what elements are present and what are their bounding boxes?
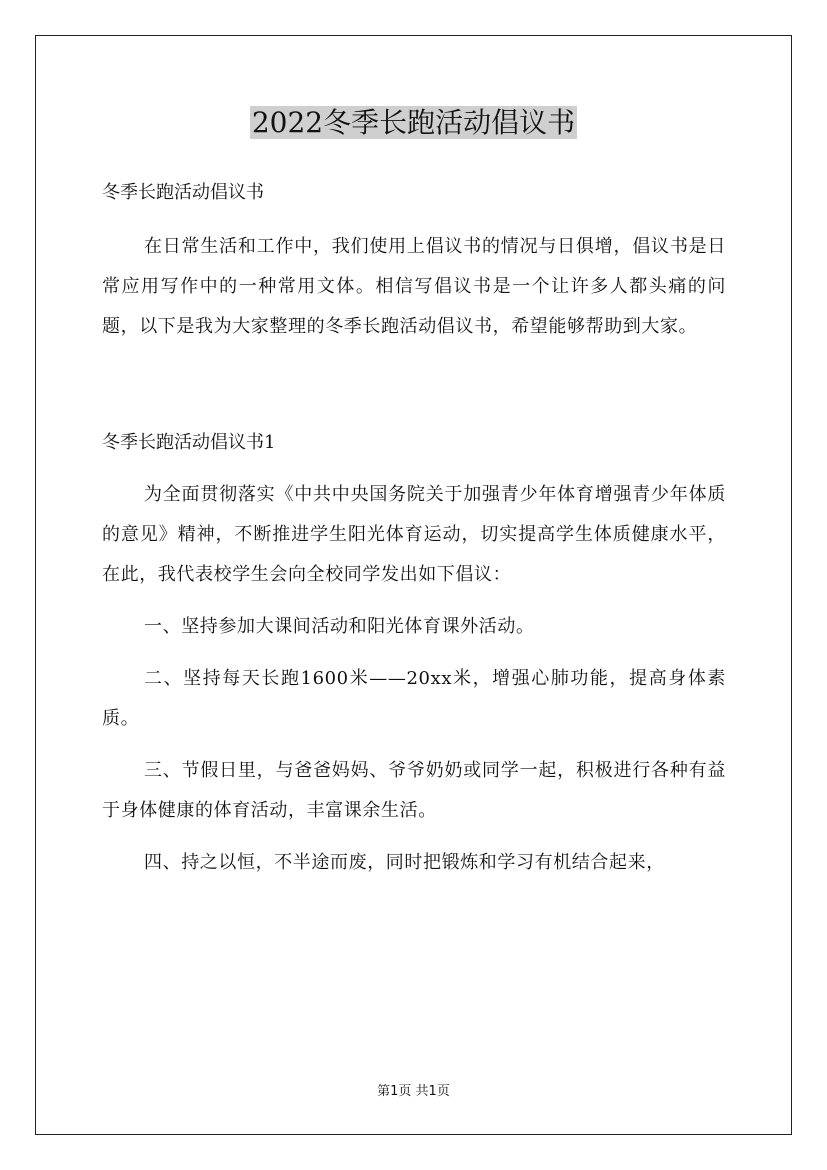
document-title-text: 2022冬季长跑活动倡议书 [251, 106, 576, 139]
document-body [102, 173, 726, 883]
page-footer: 第1页 共1页 [377, 1084, 450, 1099]
intro-paragraph: 在日常生活和工作中，我们使用上倡议书的情况与日俱增，倡议书是日常应用写作中的一种常用文体。相信写倡议书是一个让许多人都头痛的问题，以下是我为大家整理的冬季长跑活动倡议书，希望能够帮助到大家。 [102, 236, 726, 337]
body-paragraph-5: 四、持之以恒，不半途而废，同时把锻炼和学习有机结合起来， [144, 852, 665, 873]
body-paragraph-2: 一、坚持参加大课间活动和阳光体育课外活动。 [144, 616, 535, 637]
body-paragraph-1: 为全面贯彻落实《中共中央国务院关于加强青少年体育增强青少年体质的意见》精神，不断推进学生阳光体育运动，切实提高学生体质健康水平，在此，我代表校学生会向全校同学发出如下倡议： [102, 484, 726, 585]
document-subtitle: 冬季长跑活动倡议书 [102, 182, 264, 203]
body-paragraph-3: 二、坚持每天长跑1600米——20xx米，增强心肺功能，提高身体素质。 [102, 668, 726, 729]
section-heading: 冬季长跑活动倡议书1 [102, 432, 276, 453]
document-title [0, 102, 827, 144]
body-paragraph-4: 三、节假日里，与爸爸妈妈、爷爷奶奶或同学一起，积极进行各种有益于身体健康的体育活动，丰富课余生活。 [102, 760, 726, 821]
